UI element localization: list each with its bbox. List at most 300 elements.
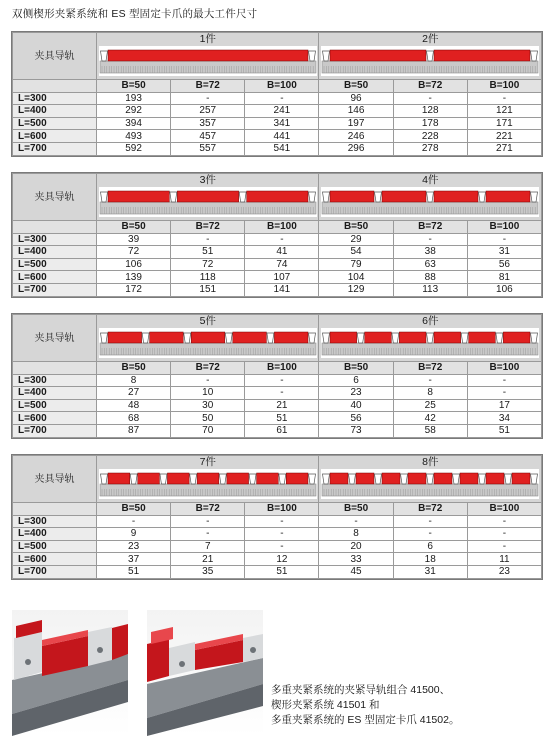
table-row <box>13 424 542 437</box>
rail-body <box>322 484 538 496</box>
cell: 23 <box>319 387 393 400</box>
cell: 178 <box>393 117 467 130</box>
rail-diagram <box>99 328 317 358</box>
cell: 27 <box>97 387 171 400</box>
qty-label: 3件 <box>199 174 216 186</box>
caption-line: 楔形夹紧系统 41501 和 <box>271 699 380 711</box>
rail-diagram <box>321 469 539 499</box>
cell: - <box>467 92 541 105</box>
table-row <box>13 233 542 246</box>
jaw-shape <box>323 51 330 61</box>
cell: - <box>467 528 541 541</box>
workpiece-bar <box>108 191 169 202</box>
col-b100: B=100 <box>245 221 319 234</box>
cell: - <box>393 515 467 528</box>
col-b72: B=72 <box>393 80 467 93</box>
cell: 23 <box>97 540 171 553</box>
rail-body <box>100 343 316 355</box>
cell: 21 <box>245 399 319 412</box>
workpiece-bar <box>460 473 478 484</box>
cell: 20 <box>319 540 393 553</box>
row-label: L=600 <box>13 553 97 566</box>
rail-diagram <box>321 187 539 217</box>
cell: 8 <box>97 374 171 387</box>
rail-body <box>322 343 538 355</box>
rail-diagram <box>321 46 539 76</box>
table-row <box>13 105 542 118</box>
workpiece-bar <box>246 191 307 202</box>
workpiece-bar <box>400 332 427 343</box>
cell: 74 <box>245 258 319 271</box>
row-label: L=700 <box>13 565 97 578</box>
jaw-shape <box>279 474 286 484</box>
jaw-shape <box>427 333 434 343</box>
qty-label: 2件 <box>422 33 439 45</box>
cell: 61 <box>245 424 319 437</box>
jaw-shape <box>100 333 107 343</box>
cell: 31 <box>393 565 467 578</box>
rail-label: 夹具导轨 <box>13 456 97 503</box>
cell: 246 <box>319 130 393 143</box>
cell: 6 <box>393 540 467 553</box>
jaw-shape <box>323 333 330 343</box>
cell: 31 <box>467 246 541 259</box>
qty-label: 6件 <box>422 315 439 327</box>
cell: 8 <box>319 528 393 541</box>
jaw-shape <box>142 333 149 343</box>
row-label: L=300 <box>13 374 97 387</box>
rail-diagram <box>99 187 317 217</box>
qty-label: 1件 <box>199 33 216 45</box>
workpiece-bar <box>434 50 530 61</box>
cell: 139 <box>97 271 171 284</box>
row-label: L=400 <box>13 528 97 541</box>
cell: 113 <box>393 283 467 296</box>
col-b72: B=72 <box>171 80 245 93</box>
row-label: L=600 <box>13 412 97 425</box>
cell: 39 <box>97 233 171 246</box>
cell: 18 <box>393 553 467 566</box>
cell: 128 <box>393 105 467 118</box>
jaw-shape <box>249 474 256 484</box>
cell: - <box>171 515 245 528</box>
cell: 193 <box>97 92 171 105</box>
cell: 278 <box>393 142 467 155</box>
cell: 457 <box>171 130 245 143</box>
cell: - <box>245 387 319 400</box>
table-row <box>13 271 542 284</box>
row-label: L=700 <box>13 142 97 155</box>
jaw-shape <box>189 474 196 484</box>
cell: 48 <box>97 399 171 412</box>
table-row <box>13 528 542 541</box>
cell: - <box>245 374 319 387</box>
col-b72: B=72 <box>171 221 245 234</box>
cell: 58 <box>393 424 467 437</box>
workpiece-bar <box>256 473 278 484</box>
workpiece-bar <box>504 332 531 343</box>
col-b100: B=100 <box>245 503 319 516</box>
table-row <box>13 540 542 553</box>
cell: - <box>319 515 393 528</box>
cell: 9 <box>97 528 171 541</box>
qty-header-right <box>319 456 542 503</box>
col-b72: B=72 <box>393 362 467 375</box>
cell: 34 <box>467 412 541 425</box>
cell: 296 <box>319 142 393 155</box>
cell: 271 <box>467 142 541 155</box>
qty-header-left <box>97 456 319 503</box>
cell: 106 <box>97 258 171 271</box>
table-row <box>13 374 542 387</box>
jaw-shape <box>225 333 232 343</box>
cell: 23 <box>467 565 541 578</box>
cell: - <box>245 528 319 541</box>
cell: - <box>245 540 319 553</box>
jaw-shape <box>531 333 538 343</box>
jaw-shape <box>323 192 330 202</box>
col-b100: B=100 <box>467 503 541 516</box>
rail-diagram <box>99 469 317 499</box>
workpiece-bar <box>108 332 142 343</box>
cell: - <box>467 374 541 387</box>
jaw-shape <box>308 51 315 61</box>
jaw-shape <box>427 474 434 484</box>
cell: - <box>245 233 319 246</box>
size-table-1-2 <box>11 31 543 157</box>
cell: - <box>171 233 245 246</box>
rail-diagram <box>321 328 539 358</box>
jaw-shape <box>130 474 137 484</box>
cell: 37 <box>97 553 171 566</box>
cell: - <box>393 528 467 541</box>
jaw-shape <box>239 192 246 202</box>
table-row <box>13 565 542 578</box>
cell: 30 <box>171 399 245 412</box>
row-label: L=700 <box>13 283 97 296</box>
workpiece-bar <box>330 332 357 343</box>
qty-header-left <box>97 174 319 221</box>
col-b50: B=50 <box>319 221 393 234</box>
cell: 79 <box>319 258 393 271</box>
cell: 6 <box>319 374 393 387</box>
jaw-shape <box>427 192 434 202</box>
workpiece-bar <box>197 473 219 484</box>
workpiece-bar <box>108 473 130 484</box>
col-b50: B=50 <box>319 362 393 375</box>
cell: 70 <box>171 424 245 437</box>
jaw-shape <box>100 192 107 202</box>
workpiece-bar <box>382 473 400 484</box>
rail-label: 夹具导轨 <box>13 174 97 221</box>
cell: - <box>467 233 541 246</box>
cell: 72 <box>97 246 171 259</box>
cell: 221 <box>467 130 541 143</box>
col-b72: B=72 <box>393 221 467 234</box>
col-b50: B=50 <box>97 503 171 516</box>
cell: - <box>393 233 467 246</box>
size-table-5-6 <box>11 313 543 439</box>
workpiece-bar <box>469 332 496 343</box>
row-label: L=700 <box>13 424 97 437</box>
cell: 441 <box>245 130 319 143</box>
cell: - <box>97 515 171 528</box>
jaw-shape <box>401 474 408 484</box>
page-title: 双侧楔形夹紧系统和 ES 型固定卡爪的最大工件尺寸 <box>12 8 258 20</box>
cell: 41 <box>245 246 319 259</box>
cell: - <box>467 540 541 553</box>
rail-body <box>100 202 316 214</box>
corner-cell <box>13 503 97 516</box>
qty-header-left <box>97 315 319 362</box>
cell: 81 <box>467 271 541 284</box>
cell: 96 <box>319 92 393 105</box>
jaw-shape <box>349 474 356 484</box>
cell: 8 <box>393 387 467 400</box>
col-b100: B=100 <box>467 80 541 93</box>
jaw-shape <box>170 192 177 202</box>
workpiece-bar <box>330 191 374 202</box>
clamping-rail-photo-left <box>12 610 128 736</box>
jaw-shape <box>308 192 315 202</box>
col-b50: B=50 <box>97 80 171 93</box>
jaw-shape <box>357 333 364 343</box>
rail-diagram <box>99 46 317 76</box>
cell: 592 <box>97 142 171 155</box>
workpiece-bar <box>191 332 225 343</box>
row-label: L=600 <box>13 130 97 143</box>
row-label: L=500 <box>13 540 97 553</box>
workpiece-bar <box>356 473 374 484</box>
cell: - <box>245 92 319 105</box>
cell: 121 <box>467 105 541 118</box>
cell: 51 <box>467 424 541 437</box>
workpiece-bar <box>330 50 426 61</box>
cell: 257 <box>171 105 245 118</box>
cell: 40 <box>319 399 393 412</box>
cell: 394 <box>97 117 171 130</box>
qty-header-right <box>319 174 542 221</box>
col-b100: B=100 <box>467 362 541 375</box>
cell: 35 <box>171 565 245 578</box>
cell: 493 <box>97 130 171 143</box>
workpiece-bar <box>434 332 461 343</box>
qty-label: 7件 <box>199 456 216 468</box>
caption-line: 多重夹紧系统的夹紧导轨组合 41500、 <box>271 684 451 696</box>
col-b50: B=50 <box>319 80 393 93</box>
jaw-shape <box>100 474 107 484</box>
rail-label: 夹具导轨 <box>13 315 97 362</box>
cell: 171 <box>467 117 541 130</box>
col-b100: B=100 <box>245 80 319 93</box>
cell: 106 <box>467 283 541 296</box>
cell: 51 <box>245 412 319 425</box>
jaw-shape <box>183 333 190 343</box>
cell: 141 <box>245 283 319 296</box>
col-b72: B=72 <box>393 503 467 516</box>
workpiece-bar <box>408 473 426 484</box>
workpiece-bar <box>365 332 392 343</box>
cell: 228 <box>393 130 467 143</box>
row-label: L=300 <box>13 515 97 528</box>
cell: 197 <box>319 117 393 130</box>
jaw-shape <box>392 333 399 343</box>
workpiece-bar <box>227 473 249 484</box>
workpiece-bar <box>512 473 530 484</box>
jaw-shape <box>496 333 503 343</box>
cell: 63 <box>393 258 467 271</box>
cell: 33 <box>319 553 393 566</box>
jaw-shape <box>308 474 315 484</box>
col-b72: B=72 <box>171 503 245 516</box>
corner-cell <box>13 221 97 234</box>
table-row <box>13 246 542 259</box>
rail-body <box>322 61 538 73</box>
jaw-shape <box>219 474 226 484</box>
jaw-shape <box>267 333 274 343</box>
col-b50: B=50 <box>97 221 171 234</box>
cell: 341 <box>245 117 319 130</box>
table-row <box>13 553 542 566</box>
cell: 118 <box>171 271 245 284</box>
cell: 29 <box>319 233 393 246</box>
cell: 557 <box>171 142 245 155</box>
cell: 104 <box>319 271 393 284</box>
cell: - <box>467 387 541 400</box>
table-row <box>13 283 542 296</box>
cell: 541 <box>245 142 319 155</box>
cell: 56 <box>319 412 393 425</box>
workpiece-bar <box>486 191 530 202</box>
jaw-shape <box>479 192 486 202</box>
table-row <box>13 142 542 155</box>
cell: 10 <box>171 387 245 400</box>
workpiece-bar <box>382 191 426 202</box>
workpiece-bar <box>137 473 159 484</box>
row-label: L=600 <box>13 271 97 284</box>
table-row <box>13 515 542 528</box>
jaw-shape <box>160 474 167 484</box>
row-label: L=400 <box>13 387 97 400</box>
corner-cell <box>13 80 97 93</box>
row-label: L=400 <box>13 105 97 118</box>
table-row <box>13 117 542 130</box>
jaw-shape <box>100 51 107 61</box>
caption <box>271 683 459 728</box>
cell: - <box>245 515 319 528</box>
cell: 45 <box>319 565 393 578</box>
cell: 151 <box>171 283 245 296</box>
cell: 25 <box>393 399 467 412</box>
cell: 73 <box>319 424 393 437</box>
corner-cell <box>13 362 97 375</box>
col-b100: B=100 <box>467 221 541 234</box>
row-label: L=400 <box>13 246 97 259</box>
cell: 72 <box>171 258 245 271</box>
rail-body <box>100 484 316 496</box>
workpiece-bar <box>434 473 452 484</box>
row-label: L=300 <box>13 92 97 105</box>
qty-header-right <box>319 315 542 362</box>
cell: 54 <box>319 246 393 259</box>
jaw-shape <box>531 192 538 202</box>
cell: 107 <box>245 271 319 284</box>
rail-body <box>322 202 538 214</box>
cell: 17 <box>467 399 541 412</box>
rail-body <box>100 61 316 73</box>
cell: 42 <box>393 412 467 425</box>
cell: 11 <box>467 553 541 566</box>
row-label: L=300 <box>13 233 97 246</box>
workpiece-bar <box>434 191 478 202</box>
table-row <box>13 412 542 425</box>
cell: 68 <box>97 412 171 425</box>
cell: 38 <box>393 246 467 259</box>
workpiece-bar <box>330 473 348 484</box>
workpiece-bar <box>167 473 189 484</box>
qty-label: 5件 <box>199 315 216 327</box>
cell: - <box>171 374 245 387</box>
clamping-rail-photo-right <box>147 610 263 736</box>
table-row <box>13 387 542 400</box>
cell: - <box>393 92 467 105</box>
jaw-shape <box>479 474 486 484</box>
row-label: L=500 <box>13 258 97 271</box>
workpiece-bar <box>108 50 308 61</box>
cell: 146 <box>319 105 393 118</box>
size-table-3-4 <box>11 172 543 298</box>
col-b50: B=50 <box>97 362 171 375</box>
jaw-shape <box>505 474 512 484</box>
workpiece-bar <box>486 473 504 484</box>
cell: 51 <box>97 565 171 578</box>
cell: 7 <box>171 540 245 553</box>
row-label: L=500 <box>13 399 97 412</box>
cell: 357 <box>171 117 245 130</box>
cell: 50 <box>171 412 245 425</box>
jaw-shape <box>461 333 468 343</box>
qty-header-right <box>319 33 542 80</box>
cell: - <box>171 528 245 541</box>
cell: 129 <box>319 283 393 296</box>
cell: 172 <box>97 283 171 296</box>
workpiece-bar <box>177 191 238 202</box>
workpiece-bar <box>274 332 308 343</box>
jaw-shape <box>453 474 460 484</box>
qty-header-left <box>97 33 319 80</box>
col-b72: B=72 <box>171 362 245 375</box>
cell: 51 <box>171 246 245 259</box>
cell: 241 <box>245 105 319 118</box>
table-row <box>13 258 542 271</box>
col-b100: B=100 <box>245 362 319 375</box>
jaw-shape <box>323 474 330 484</box>
row-label: L=500 <box>13 117 97 130</box>
jaw-shape <box>531 51 538 61</box>
caption-line: 多重夹紧系统的 ES 型固定卡爪 41502。 <box>271 714 460 726</box>
jaw-shape <box>375 192 382 202</box>
cell: 87 <box>97 424 171 437</box>
jaw-shape <box>427 51 434 61</box>
jaw-shape <box>308 333 315 343</box>
cell: 292 <box>97 105 171 118</box>
col-b50: B=50 <box>319 503 393 516</box>
table-row <box>13 92 542 105</box>
cell: 51 <box>245 565 319 578</box>
size-table-7-8 <box>11 454 543 580</box>
rail-label: 夹具导轨 <box>13 33 97 80</box>
qty-label: 8件 <box>422 456 439 468</box>
